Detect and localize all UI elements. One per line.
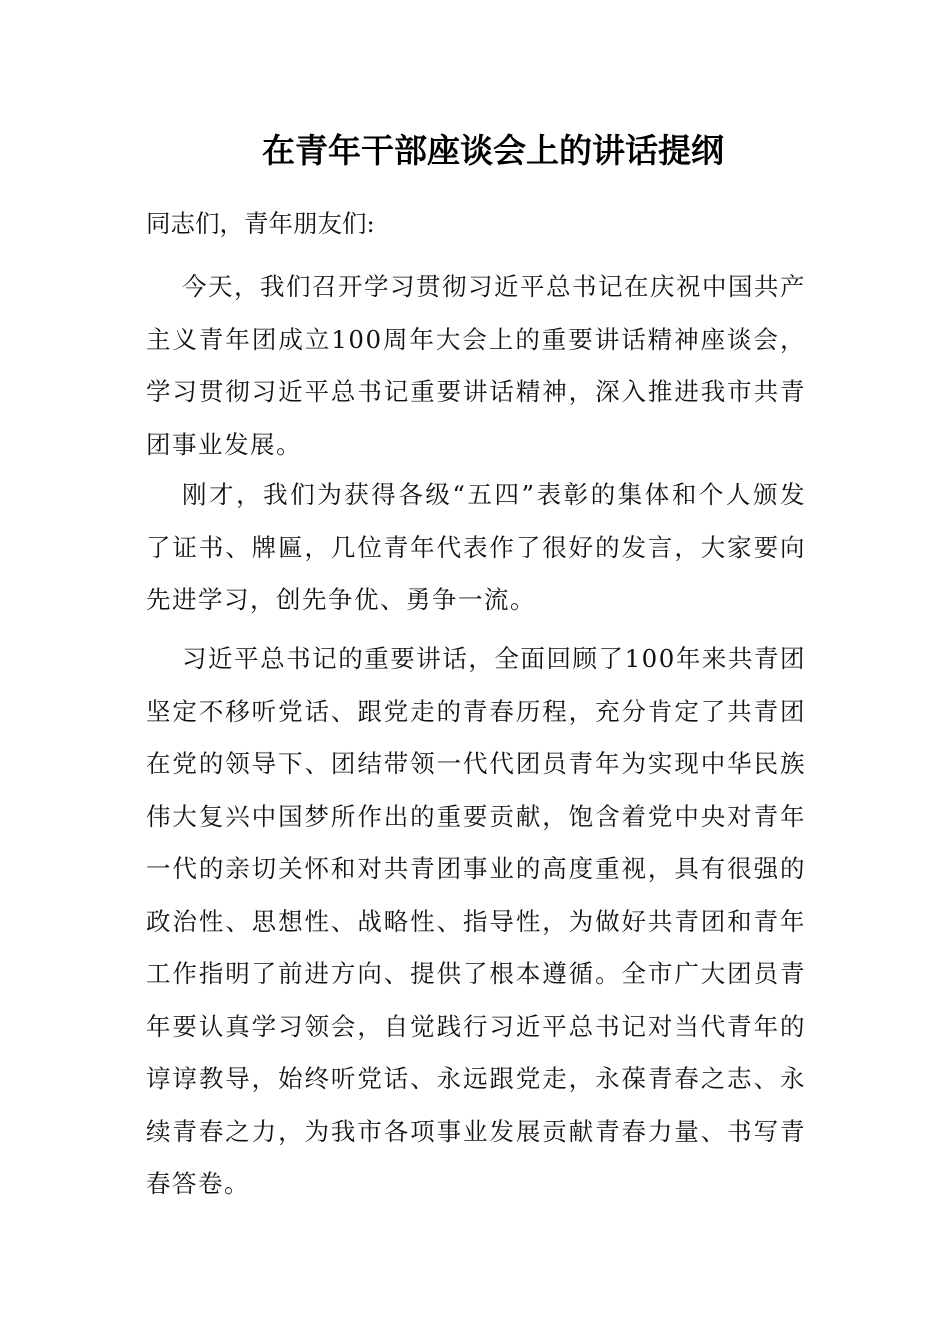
paragraph-opening: 今天，我们召开学习贯彻习近平总书记在庆祝中国共产主义青年团成立100周年大会上的重要讲话精神座谈会，学习贯彻习近平总书记重要讲话精神，深入推进我市共青团事业发展。 (146, 272, 806, 459)
paragraph-speech-summary: 习近平总书记的重要讲话，全面回顾了100年来共青团坚定不移听党话、跟党走的青春历程，充分肯定了共青团在党的领导下、团结带领一代代团员青年为实现中华民族伟大复兴中国梦所作出的重要贡献，饱含着党中央对青年一代的亲切关怀和对共青团事业的高度重视，具有很强的政治性、思想性、战略性、指导性，为做好共青团和青年工作指明了前进方向、提供了根本遵循。全市广大团员青年要认真学习领会，自觉践行习近平总书记对当代青年的谆谆教导，始终听党话、永远跟党走，永葆青春之志、永续青春之力，为我市各项事业发展贡献青春力量、书写青春答卷。 (146, 644, 806, 1198)
paragraph-awards: 刚才，我们为获得各级“五四”表彰的集体和个人颁发了证书、牌匾，几位青年代表作了很好的发言，大家要向先进学习，创先争优、勇争一流。 (146, 480, 806, 614)
salutation: 同志们，青年朋友们: (146, 209, 375, 238)
document-title: 在青年干部座谈会上的讲话提纲 (262, 131, 724, 170)
